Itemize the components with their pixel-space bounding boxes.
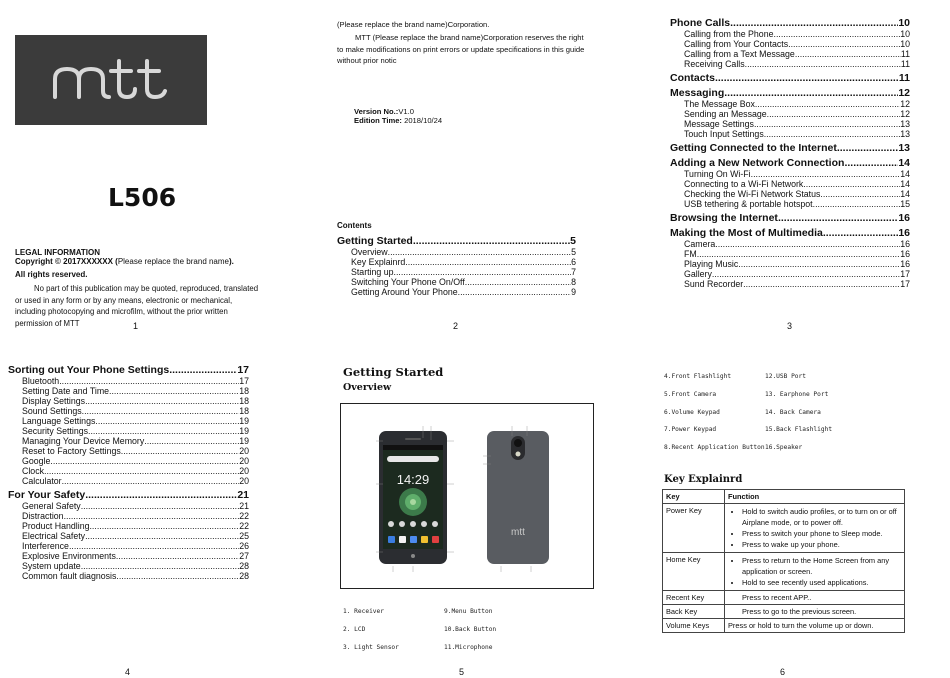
toc-entry-page: 13	[900, 119, 910, 129]
toc-subsection-entry[interactable]	[670, 249, 910, 259]
disclaimer-text: MTT (Please replace the brand name)Corporation reserves the right to make modifications on print errors or update specifications in this guide without prior notic	[337, 33, 585, 65]
toc-entry-page: 18	[239, 406, 249, 416]
toc-entry-page: 15	[900, 199, 910, 209]
toc-dot-leader	[85, 489, 237, 501]
copyright-end: ).	[229, 257, 234, 266]
toc-entry-title: Display Settings	[22, 396, 86, 406]
toc-dot-leader	[820, 189, 900, 199]
toc-entry-title: Reset to Factory Settings	[22, 446, 121, 456]
toc-dot-leader	[837, 142, 898, 154]
toc-entry-title: Receiving Calls	[684, 59, 745, 69]
table-row	[663, 619, 905, 633]
toc-dot-leader	[844, 157, 898, 169]
function-cell	[725, 504, 905, 553]
toc-dot-leader	[465, 277, 571, 287]
toc-dot-leader	[85, 531, 239, 541]
toc-entry-page: 7	[571, 267, 576, 277]
function-bullet: • Press to wake up your phone.	[742, 539, 901, 550]
toc-entry-page: 28	[239, 561, 249, 571]
toc-dot-leader	[788, 39, 900, 49]
toc-section-entry[interactable]	[670, 17, 910, 29]
phone-clock: 14:29	[396, 472, 430, 487]
legend-item: 12.USB Port	[765, 373, 806, 380]
toc-entry-page: 11	[900, 49, 910, 59]
toc-dot-leader	[169, 364, 237, 376]
component-legend-right-2	[765, 373, 832, 462]
key-function-table-wrap	[662, 489, 905, 633]
toc-entry-page: 12	[900, 109, 910, 119]
legend-item: 4.Front Flashlight	[664, 373, 732, 380]
toc-section-entry[interactable]	[670, 157, 910, 169]
toc-entry-page: 13	[898, 142, 910, 154]
toc-entry-page: 18	[239, 386, 249, 396]
toc-subsection-entry[interactable]	[8, 521, 249, 531]
back-brand-logo: mtt	[511, 527, 525, 538]
toc-entry-page: 17	[237, 364, 249, 376]
toc-entry-page: 19	[239, 416, 249, 426]
toc-entry-title: Interference	[22, 541, 69, 551]
toc-section-entry[interactable]	[8, 489, 249, 501]
toc-dot-leader	[724, 87, 898, 99]
toc-entry-title: Bluetooth	[22, 376, 60, 386]
toc-entry-title: Browsing the Internet	[670, 212, 778, 224]
function-bullet: • Press to return to the Home Screen from any application or screen.	[742, 555, 901, 577]
toc-subsection-entry[interactable]	[670, 239, 910, 249]
edition-label: Edition Time:	[354, 116, 402, 125]
table-row	[663, 504, 905, 553]
toc-dot-leader	[88, 426, 239, 436]
toc-entry-page: 6	[571, 257, 576, 267]
toc-entry-title: Clock	[22, 466, 44, 476]
toc-entry-page: 21	[237, 489, 249, 501]
version-value: V1.0	[398, 107, 414, 116]
version-label: Version No.:	[354, 107, 399, 116]
toc-dot-leader	[764, 129, 900, 139]
key-cell: Volume Keys	[663, 619, 725, 633]
toc-subsection-entry[interactable]	[670, 109, 910, 119]
toc-subsection-entry[interactable]	[8, 406, 249, 416]
legend-item: 6.Volume Keypad	[664, 408, 720, 416]
page-number-2: 2	[453, 321, 459, 331]
toc-subsection-entry[interactable]	[8, 561, 249, 571]
toc-entry-title: Overview	[351, 247, 388, 257]
function-cell	[725, 553, 905, 591]
toc-entry-title: Connecting to a Wi-Fi Network	[684, 179, 804, 189]
legend-item: 15.Back Flashlight	[765, 426, 833, 434]
copyright-bold: Copyright © 2017XXXXXX (	[15, 257, 118, 266]
component-legend-right	[444, 608, 496, 662]
legend-item: 3. Light Sensor	[343, 644, 399, 651]
toc-dot-leader	[109, 386, 239, 396]
toc-entry-page: 14	[900, 179, 910, 189]
table-header-row	[663, 490, 905, 504]
toc-entry-title: For Your Safety	[8, 489, 86, 501]
toc-entry-title: Key Explainrd	[351, 257, 406, 267]
toc-entry-title: Sorting out Your Phone Settings	[8, 364, 170, 376]
toc-entry-page: 16	[900, 259, 910, 269]
toc-subsection-entry[interactable]	[8, 511, 249, 521]
toc-subsection-entry[interactable]	[670, 59, 910, 69]
phone-front-illustration	[379, 431, 447, 564]
toc-entry-page: 26	[239, 541, 249, 551]
toc-dot-leader	[715, 72, 899, 84]
toc-entry-title: Managing Your Device Memory	[22, 436, 145, 446]
toc-entry-title: Message Settings	[684, 119, 754, 129]
toc-dot-leader	[745, 59, 901, 69]
toc-dot-leader	[116, 571, 239, 581]
rights-reserved: All rights reserved.	[15, 270, 88, 279]
toc-section-entry[interactable]	[8, 364, 249, 376]
toc-entry-title: Calling from the Phone	[684, 29, 774, 39]
toc-entry-title: Electrical Safety	[22, 531, 86, 541]
brand-corporation-line: (Please replace the brand name)Corporation.	[337, 20, 490, 29]
function-bullet: • Press to switch your phone to Sleep mode.	[742, 528, 901, 539]
toc-entry-page: 20	[239, 476, 249, 486]
legend-item: 5.Front Camera	[664, 390, 717, 398]
toc-entry-title: Common fault diagnosis	[22, 571, 117, 581]
toc-entry-title: Sending an Message	[684, 109, 767, 119]
function-bullet: • Hold to see recently used applications.	[742, 577, 901, 588]
toc-entry-page: 16	[898, 227, 910, 239]
toc-subsection-entry[interactable]	[8, 571, 249, 581]
legend-item: 13. Earphone Port	[765, 390, 829, 398]
toc-entry-page: 8	[571, 277, 576, 287]
phone-overview-figure	[340, 403, 594, 589]
function-bullet-list	[728, 506, 901, 550]
toc-entry-page: 28	[239, 571, 249, 581]
toc-entry-page: 20	[239, 456, 249, 466]
component-legend-left	[343, 608, 399, 662]
toc-entry-title: Touch Input Settings	[684, 129, 764, 139]
toc-entry-title: Switching Your Phone On/Off	[351, 277, 465, 287]
toc-dot-leader	[697, 249, 901, 259]
toc-dot-leader	[738, 259, 900, 269]
toc-entry-title: Sund Recorder	[684, 279, 744, 289]
toc-dot-leader	[69, 541, 239, 551]
toc-entry-title: Getting Around Your Phone	[351, 287, 458, 297]
toc-entry-page: 16	[898, 212, 910, 224]
column-header-function: Function	[725, 490, 905, 504]
toc-entry-page: 17	[239, 376, 249, 386]
toc-subsection-entry[interactable]	[8, 446, 249, 456]
toc-subsection-entry[interactable]	[670, 189, 910, 199]
toc-subsection-entry[interactable]	[670, 49, 910, 59]
toc-subsection-entry[interactable]	[337, 267, 576, 277]
toc-entry-title: Calculator	[22, 476, 62, 486]
toc-entry-page: 11	[900, 59, 910, 69]
function-bullet: • Hold to switch audio profiles, or to turn on or off Airplane mode, or to power off.	[742, 506, 901, 528]
toc-entry-title: Gallery	[684, 269, 712, 279]
page-number-3: 3	[787, 321, 793, 331]
version-line	[354, 107, 414, 116]
toc-dot-leader	[458, 287, 571, 297]
legend-item: 14. Back Camera	[765, 408, 821, 416]
toc-entry-page: 14	[900, 189, 910, 199]
phone-back-illustration	[487, 431, 549, 564]
copyright-line	[15, 257, 234, 266]
toc-section-entry[interactable]	[337, 235, 576, 247]
table-row	[663, 553, 905, 591]
toc-subsection-entry[interactable]	[670, 39, 910, 49]
legend-item: 11.Microphone	[444, 644, 493, 651]
toc-entry-page: 19	[239, 436, 249, 446]
toc-dot-leader	[44, 466, 239, 476]
legend-item: 7.Power Keypad	[664, 426, 717, 434]
toc-entry-title: System update	[22, 561, 81, 571]
toc-subsection-entry[interactable]	[670, 169, 910, 179]
toc-entry-title: Checking the Wi-Fi Network Status	[684, 189, 821, 199]
toc-entry-page: 16	[900, 249, 910, 259]
legal-heading: LEGAL INFORMATION	[15, 248, 101, 257]
toc-subsection-entry[interactable]	[8, 386, 249, 396]
toc-entry-title: Contacts	[670, 72, 715, 84]
toc-dot-leader	[144, 436, 239, 446]
toc-entry-page: 27	[239, 551, 249, 561]
toc-subsection-entry[interactable]	[8, 416, 249, 426]
table-of-contents-page-2	[337, 235, 576, 297]
toc-dot-leader	[813, 199, 901, 209]
key-cell: Home Key	[663, 553, 725, 591]
table-row	[663, 591, 905, 605]
toc-entry-title: Playing Music	[684, 259, 739, 269]
getting-started-heading: Getting Started	[343, 365, 444, 379]
toc-entry-page: 19	[239, 426, 249, 436]
toc-section-entry[interactable]	[670, 227, 910, 239]
toc-entry-page: 10	[898, 17, 910, 29]
toc-entry-title: Calling from Your Contacts	[684, 39, 789, 49]
toc-entry-title: Product Handling	[22, 521, 90, 531]
toc-subsection-entry[interactable]	[670, 259, 910, 269]
toc-dot-leader	[64, 511, 240, 521]
toc-subsection-entry[interactable]	[670, 279, 910, 289]
overview-heading: Overview	[343, 382, 392, 393]
legend-item: 10.Back Button	[444, 626, 497, 633]
legal-body-text: No part of this publication may be quoted, reproduced, translated or used in any form or by any means, electronic or mechanical, including photocopying and microfilm, without the prior written permission of MTT	[15, 284, 259, 328]
toc-subsection-entry[interactable]	[337, 277, 576, 287]
toc-entry-title: Distraction	[22, 511, 64, 521]
toc-section-entry[interactable]	[670, 87, 910, 99]
toc-dot-leader	[778, 212, 898, 224]
toc-subsection-entry[interactable]	[337, 287, 576, 297]
toc-entry-page: 17	[900, 279, 910, 289]
legend-item: 8.Recent Application Button	[664, 444, 765, 452]
toc-entry-title: USB tethering & portable hotspot	[684, 199, 813, 209]
toc-entry-page: 10	[900, 39, 910, 49]
toc-dot-leader	[89, 521, 239, 531]
toc-subsection-entry[interactable]	[8, 466, 249, 476]
legend-item: 16.Speaker	[765, 444, 803, 452]
toc-entry-page: 5	[570, 235, 576, 247]
toc-entry-page: 16	[900, 239, 910, 249]
mtt-logo-icon	[15, 35, 207, 125]
toc-entry-page: 25	[239, 531, 249, 541]
toc-entry-title: Turning On Wi-Fi	[684, 169, 751, 179]
toc-entry-title: Explosive Environments	[22, 551, 116, 561]
toc-subsection-entry[interactable]	[670, 29, 910, 39]
toc-entry-page: 11	[898, 72, 910, 84]
toc-entry-title: Google	[22, 456, 51, 466]
toc-entry-title: Camera	[684, 239, 716, 249]
toc-dot-leader	[712, 269, 900, 279]
toc-entry-title: Starting up	[351, 267, 394, 277]
toc-subsection-entry[interactable]	[8, 476, 249, 486]
toc-subsection-entry[interactable]	[8, 551, 249, 561]
page-number-5: 5	[459, 667, 465, 677]
key-cell: Recent Key	[663, 591, 725, 605]
edition-value: 2018/10/24	[404, 116, 443, 125]
toc-subsection-entry[interactable]	[8, 531, 249, 541]
toc-entry-page: 22	[239, 511, 249, 521]
toc-entry-page: 14	[898, 157, 910, 169]
toc-dot-leader	[50, 456, 239, 466]
toc-dot-leader	[62, 476, 240, 486]
function-cell: Press to recent APP..	[725, 591, 905, 605]
toc-dot-leader	[803, 179, 900, 189]
toc-dot-leader	[95, 416, 239, 426]
toc-entry-page: 14	[900, 169, 910, 179]
brand-logo	[15, 35, 207, 125]
toc-entry-title: Messaging	[670, 87, 725, 99]
model-name: L506	[108, 183, 177, 212]
copyright-brand: Please replace the brand name	[117, 257, 229, 266]
toc-entry-page: 10	[900, 29, 910, 39]
toc-dot-leader	[767, 109, 901, 119]
toc-subsection-entry[interactable]	[670, 99, 910, 109]
legend-item: 1. Receiver	[343, 608, 384, 615]
toc-entry-title: Getting Started	[337, 235, 413, 247]
toc-dot-leader	[81, 501, 240, 511]
toc-entry-title: Language Settings	[22, 416, 96, 426]
legend-item: 9.Menu Button	[444, 608, 493, 615]
toc-dot-leader	[121, 446, 239, 456]
toc-subsection-entry[interactable]	[670, 179, 910, 189]
toc-dot-leader	[116, 551, 239, 561]
table-of-contents-page-3	[670, 17, 910, 289]
toc-entry-title: Calling from a Text Message	[684, 49, 795, 59]
toc-entry-title: Setting Date and Time	[22, 386, 110, 396]
legend-item: 2. LCD	[343, 626, 366, 633]
function-bullet-list	[728, 555, 901, 588]
key-explained-heading: Key Explainrd	[664, 474, 743, 485]
toc-section-entry[interactable]	[670, 212, 910, 224]
toc-dot-leader	[715, 239, 900, 249]
page-number-4: 4	[125, 667, 131, 677]
toc-dot-leader	[823, 227, 898, 239]
toc-dot-leader	[85, 396, 239, 406]
toc-entry-page: 22	[239, 521, 249, 531]
toc-entry-title: Sound Settings	[22, 406, 82, 416]
toc-entry-page: 17	[900, 269, 910, 279]
toc-dot-leader	[394, 267, 572, 277]
toc-entry-title: Getting Connected to the Internet	[670, 142, 837, 154]
table-row	[663, 605, 905, 619]
column-header-key: Key	[663, 490, 725, 504]
component-legend-left-2	[664, 373, 765, 462]
toc-dot-leader	[795, 49, 901, 59]
toc-subsection-entry[interactable]	[670, 129, 910, 139]
toc-entry-title: The Message Box	[684, 99, 755, 109]
contents-label: Contents	[337, 221, 372, 230]
edition-line	[354, 116, 442, 125]
toc-entry-page: 12	[900, 99, 910, 109]
toc-subsection-entry[interactable]	[337, 257, 576, 267]
toc-entry-page: 12	[898, 87, 910, 99]
toc-dot-leader	[743, 279, 900, 289]
toc-entry-page: 21	[239, 501, 249, 511]
toc-subsection-entry[interactable]	[8, 396, 249, 406]
function-cell: Press or hold to turn the volume up or down.	[725, 619, 905, 633]
toc-subsection-entry[interactable]	[8, 436, 249, 446]
toc-section-entry[interactable]	[670, 72, 910, 84]
key-function-table	[662, 489, 905, 633]
toc-entry-title: Making the Most of Multimedia	[670, 227, 823, 239]
toc-subsection-entry[interactable]	[670, 269, 910, 279]
toc-dot-leader	[755, 99, 900, 109]
toc-dot-leader	[405, 257, 571, 267]
toc-dot-leader	[413, 235, 570, 247]
toc-entry-title: Adding a New Network Connection	[670, 157, 845, 169]
toc-entry-title: General Safety	[22, 501, 81, 511]
toc-entry-page: 20	[239, 466, 249, 476]
toc-dot-leader	[59, 376, 239, 386]
key-cell: Back Key	[663, 605, 725, 619]
toc-entry-title: Security Settings	[22, 426, 89, 436]
page-number-6: 6	[780, 667, 786, 677]
toc-entry-title: Phone Calls	[670, 17, 731, 29]
toc-subsection-entry[interactable]	[670, 199, 910, 209]
toc-dot-leader	[774, 29, 901, 39]
toc-dot-leader	[82, 406, 240, 416]
toc-subsection-entry[interactable]	[8, 456, 249, 466]
function-cell: Press to go to the previous screen.	[725, 605, 905, 619]
page-number-1: 1	[133, 321, 139, 331]
toc-subsection-entry[interactable]	[670, 119, 910, 129]
toc-entry-page: 20	[239, 446, 249, 456]
toc-subsection-entry[interactable]	[337, 247, 576, 257]
toc-dot-leader	[730, 17, 898, 29]
toc-entry-page: 5	[571, 247, 576, 257]
key-cell: Power Key	[663, 504, 725, 553]
toc-subsection-entry[interactable]	[8, 501, 249, 511]
toc-dot-leader	[388, 247, 571, 257]
toc-dot-leader	[754, 119, 900, 129]
toc-entry-title: FM	[684, 249, 697, 259]
toc-subsection-entry[interactable]	[8, 376, 249, 386]
toc-subsection-entry[interactable]	[8, 426, 249, 436]
toc-subsection-entry[interactable]	[8, 541, 249, 551]
toc-section-entry[interactable]	[670, 142, 910, 154]
toc-entry-page: 18	[239, 396, 249, 406]
table-of-contents-page-4	[8, 364, 249, 581]
toc-dot-leader	[751, 169, 901, 179]
toc-entry-page: 13	[900, 129, 910, 139]
toc-entry-page: 9	[571, 287, 576, 297]
toc-dot-leader	[81, 561, 240, 571]
